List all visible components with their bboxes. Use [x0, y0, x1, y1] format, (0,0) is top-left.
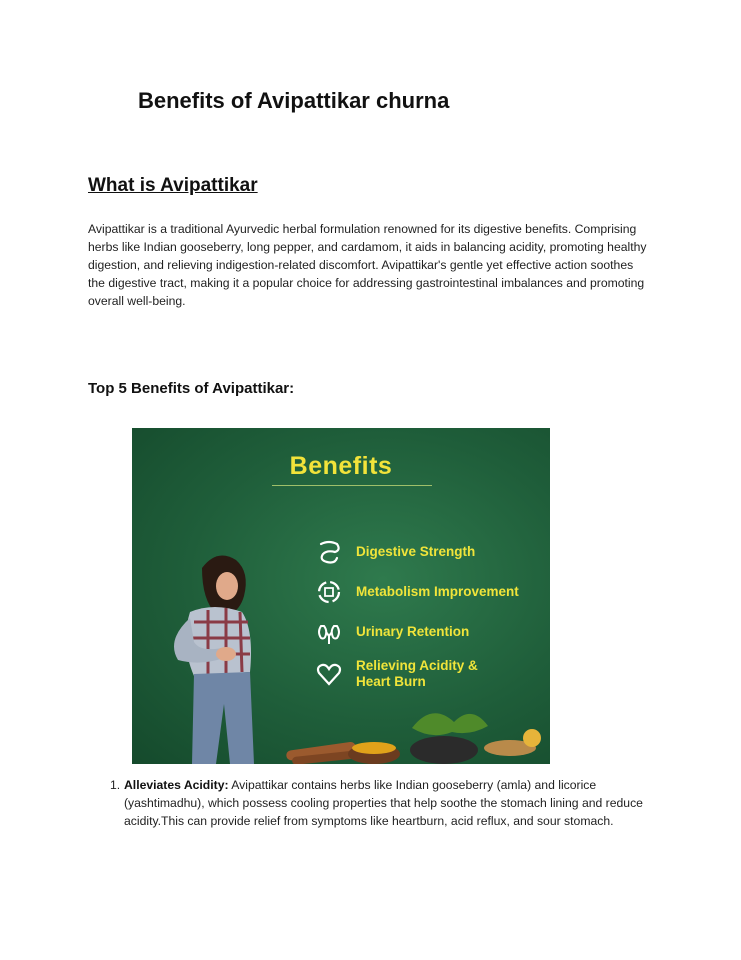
benefits-banner-image [132, 428, 550, 764]
banner-divider [272, 485, 432, 486]
kidney-icon [315, 618, 343, 646]
woman-illustration [132, 548, 282, 764]
list-item-body: Avipattikar contains herbs like Indian gooseberry (amla) and licorice (yashtimadhu), which possess cooling properties that help soothe the stomach lining and reduce acidity.This can provide relief from symptoms like heartburn, acid reflux, and sour stomach. [124, 778, 643, 828]
benefit-label-relieving-acidity [356, 658, 478, 690]
benefit-label-line1: Relieving Acidity & [356, 658, 478, 673]
benefit-item-digestive-strength [315, 538, 475, 566]
list-item-bold-heading: Alleviates Acidity: [124, 778, 229, 792]
benefit-item-urinary-retention [315, 618, 469, 646]
benefit-item-metabolism-improvement [315, 578, 519, 606]
benefits-subheading: Top 5 Benefits of Avipattikar: [88, 380, 295, 397]
benefit-label-urinary-retention: Urinary Retention [356, 624, 470, 639]
benefit-item-relieving-acidity [315, 658, 478, 690]
herbs-and-spices-illustration [282, 698, 550, 764]
benefit-label-digestive-strength: Digestive Strength [356, 544, 476, 559]
benefits-numbered-list [110, 776, 650, 830]
heart-icon [315, 660, 343, 688]
banner-title: Benefits [289, 452, 393, 480]
woman-face [216, 572, 238, 600]
benefit-label-line2: Heart Burn [356, 674, 426, 689]
metabolism-cycle-icon [315, 578, 343, 606]
list-item [110, 776, 650, 830]
mortar-bowl [410, 736, 478, 764]
turmeric-powder [352, 742, 396, 754]
page-title: Benefits of Avipattikar churna [138, 88, 450, 113]
woman-hands [216, 647, 236, 661]
list-item-text [124, 776, 650, 830]
intro-paragraph: Avipattikar is a traditional Ayurvedic herbal formulation renowned for its digestive benefits. Comprising herbs like Indian gooseberry, long pepper, and cardamom, it aids in balancing acidity, promoting healthy digestion, and relieving indigestion-related discomfort. Avipattikar's gentle yet effective action soothes the digestive tract, making it a popular choice for addressing gastrointestinal imbalances and promoting overall well-being. [88, 222, 647, 308]
benefit-label-metabolism-improvement: Metabolism Improvement [356, 584, 519, 599]
section-heading: What is Avipattikar [88, 175, 258, 196]
list-item-number: 1. [110, 778, 121, 792]
herb-leaves [412, 713, 488, 735]
intestine-icon [315, 538, 343, 566]
star-anise [523, 729, 541, 747]
woman-jeans [192, 672, 254, 764]
